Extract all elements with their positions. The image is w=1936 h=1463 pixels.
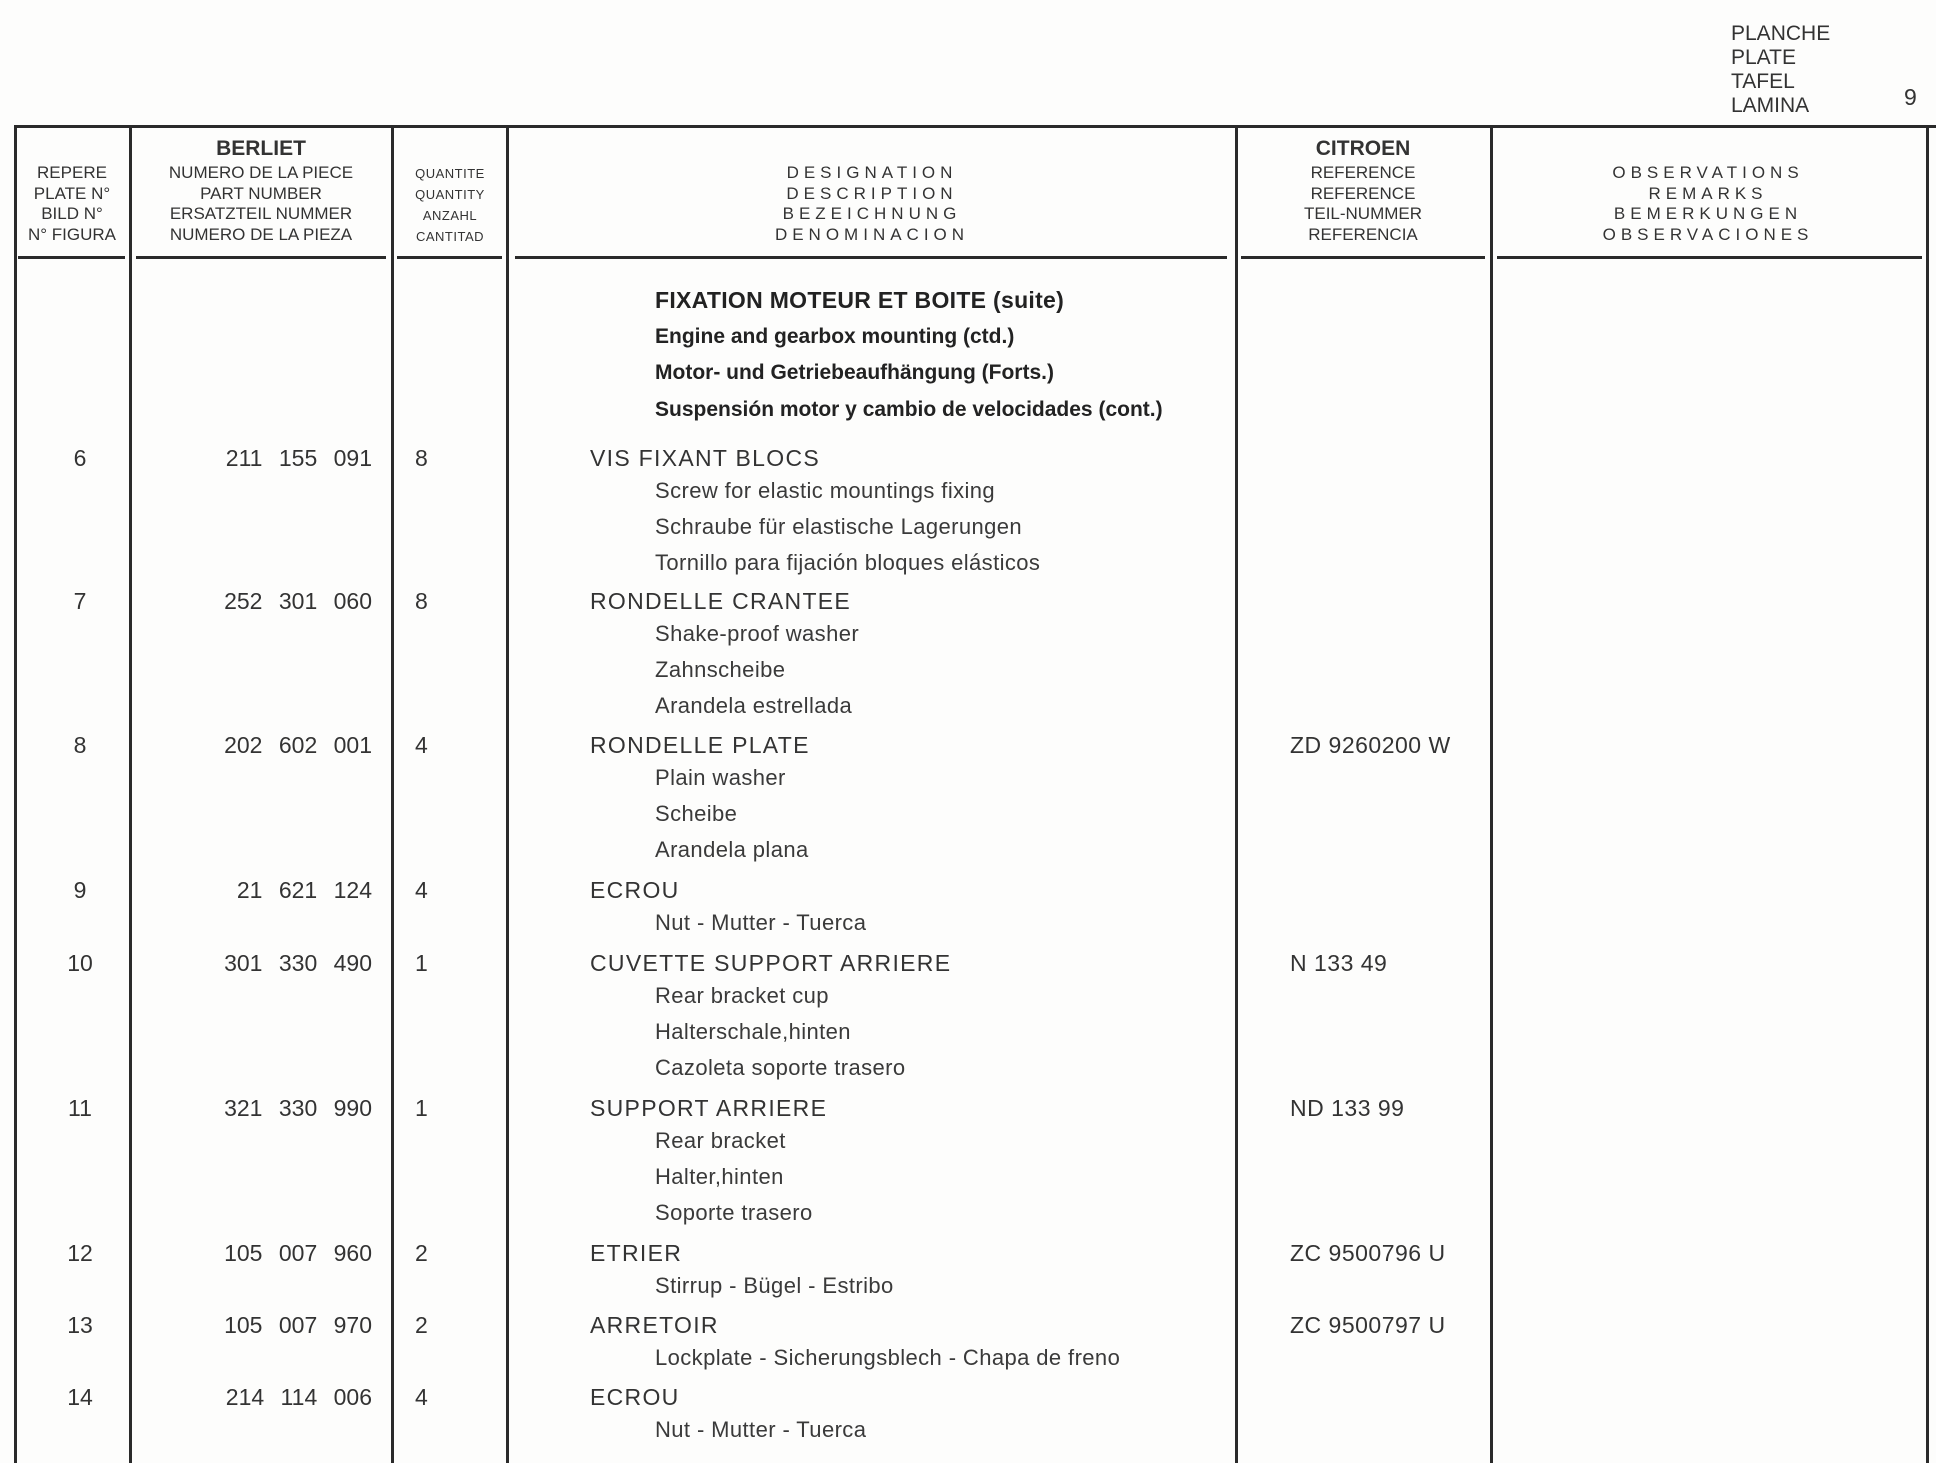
header-citroen-fr: REFERENCE <box>1310 163 1416 182</box>
designation-cell: VIS FIXANT BLOCS <box>590 445 820 471</box>
header-designation-fr: DESIGNATION <box>786 163 958 182</box>
part-number-cell: 321 330 990 <box>224 1095 372 1121</box>
header-berliet-fr: NUMERO DE LA PIECE <box>168 163 354 182</box>
header-berliet-de: ERSATZTEIL NUMMER <box>169 204 353 223</box>
header-underline <box>515 256 1227 259</box>
repere-cell: 6 <box>73 445 87 471</box>
table-row <box>0 877 1936 907</box>
section-title <box>655 282 1163 428</box>
header-berliet-es: NUMERO DE LA PIEZA <box>169 224 353 244</box>
repere-cell: 12 <box>67 1240 93 1266</box>
translation-line: Halter,hinten <box>655 1164 784 1190</box>
part-number-cell: 211 155 091 <box>225 445 372 471</box>
designation-cell: ECROU <box>590 877 680 903</box>
citroen-reference-cell: ZD 9260200 W <box>1290 732 1451 758</box>
header-repere-en: PLATE N° <box>33 183 111 203</box>
repere-cell: 7 <box>73 588 87 614</box>
table-row <box>0 588 1936 618</box>
plate-number: 9 <box>1904 84 1917 110</box>
header-citroen <box>1238 138 1488 245</box>
translation-line: Shake-proof washer <box>655 621 860 646</box>
header-designation-de: BEZEICHNUNG <box>782 204 962 223</box>
repere-cell: 14 <box>67 1384 93 1410</box>
table-row <box>0 1312 1936 1342</box>
plate-label-fr: PLANCHE <box>1731 22 1831 45</box>
translation-line: Nut - Mutter - Tuerca <box>655 910 867 935</box>
citroen-reference-cell: ZC 9500797 U <box>1290 1312 1446 1338</box>
translation-line: Schraube für elastische Lagerungen <box>655 514 1023 540</box>
translation-line: Rear bracket <box>655 1128 786 1153</box>
translation-line: Halterschale,hinten <box>655 1019 851 1045</box>
quantity-cell: 1 <box>415 950 428 976</box>
part-number-cell: 214 114 006 <box>225 1384 372 1410</box>
repere-cell: 10 <box>67 950 93 976</box>
header-observations-de: BEMERKUNGEN <box>1613 204 1803 223</box>
repere-cell: 8 <box>73 732 87 758</box>
berliet-brand: BERLIET <box>216 137 306 160</box>
section-title-de: Motor- und Getriebeaufhängung (Forts.) <box>655 361 1054 384</box>
header-citroen-en: REFERENCE <box>1310 183 1416 203</box>
translation-line: Plain washer <box>655 765 786 790</box>
table-row <box>0 1240 1936 1270</box>
plate-label-en: PLATE <box>1731 46 1796 69</box>
section-title-es: Suspensión motor y cambio de velocidades (cont.) <box>655 397 1163 421</box>
quantity-cell: 4 <box>415 1384 428 1410</box>
header-repere <box>18 163 126 245</box>
repere-cell: 9 <box>73 877 87 903</box>
header-quantite-en: QUANTITY <box>415 187 485 202</box>
translation-line: Arandela estrellada <box>655 693 853 719</box>
table-row <box>0 1095 1936 1125</box>
header-observations-es: OBSERVACIONES <box>1602 224 1814 244</box>
header-observations-en: REMARKS <box>1648 183 1768 203</box>
header-quantite-fr: QUANTITE <box>415 166 485 181</box>
quantity-cell: 8 <box>415 445 428 471</box>
repere-cell: 11 <box>68 1095 92 1121</box>
header-berliet <box>133 138 389 245</box>
translation-line: Scheibe <box>655 801 738 827</box>
table-top-border <box>14 125 1936 128</box>
citroen-brand: CITROEN <box>1315 137 1411 160</box>
part-number-cell: 105 007 960 <box>224 1240 372 1266</box>
translation-line: Tornillo para fijación bloques elásticos <box>655 550 1041 576</box>
header-berliet-en: PART NUMBER <box>200 183 322 203</box>
header-citroen-es: REFERENCIA <box>1308 224 1418 244</box>
header-designation <box>512 163 1232 245</box>
header-observations-fr: OBSERVATIONS <box>1612 163 1804 182</box>
citroen-reference-cell: N 133 49 <box>1290 950 1388 976</box>
header-citroen-de: TEIL-NUMMER <box>1303 204 1423 223</box>
plate-labels <box>1731 22 1830 118</box>
header-repere-fr: REPERE <box>37 163 107 182</box>
designation-cell: ETRIER <box>590 1240 683 1266</box>
quantity-cell: 1 <box>415 1095 428 1121</box>
table-row <box>0 950 1936 980</box>
header-quantite-es: CANTITAD <box>415 229 485 244</box>
header-quantite <box>395 163 505 247</box>
header-underline <box>397 256 502 259</box>
designation-cell: ECROU <box>590 1384 680 1410</box>
translation-line: Soporte trasero <box>655 1200 813 1226</box>
header-underline <box>1241 256 1485 259</box>
section-title-en: Engine and gearbox mounting (ctd.) <box>655 324 1015 348</box>
header-underline <box>1497 256 1922 259</box>
header-repere-es: N° FIGURA <box>27 224 117 244</box>
repere-cell: 13 <box>67 1312 93 1338</box>
header-repere-de: BILD N° <box>41 204 103 223</box>
designation-cell: RONDELLE CRANTEE <box>590 588 852 614</box>
header-underline <box>18 256 125 259</box>
quantity-cell: 4 <box>415 877 428 903</box>
quantity-cell: 2 <box>415 1312 428 1338</box>
table-row <box>0 1384 1936 1414</box>
translation-line: Rear bracket cup <box>655 983 829 1008</box>
part-number-cell: 301 330 490 <box>224 950 372 976</box>
quantity-cell: 8 <box>415 588 428 614</box>
translation-line: Stirrup - Bügel - Estribo <box>655 1273 894 1298</box>
translation-line: Zahnscheibe <box>655 657 786 683</box>
part-number-cell: 105 007 970 <box>224 1312 372 1338</box>
table-row <box>0 445 1936 475</box>
table-row <box>0 732 1936 762</box>
header-observations <box>1493 163 1923 245</box>
plate-label-de: TAFEL <box>1731 70 1795 93</box>
designation-cell: ARRETOIR <box>590 1312 719 1338</box>
quantity-cell: 4 <box>415 732 428 758</box>
translation-line: Lockplate - Sicherungsblech - Chapa de freno <box>655 1345 1121 1370</box>
part-number-cell: 21 621 124 <box>236 877 372 903</box>
quantity-cell: 2 <box>415 1240 428 1266</box>
translation-line: Screw for elastic mountings fixing <box>655 478 996 503</box>
designation-cell: RONDELLE PLATE <box>590 732 810 758</box>
designation-cell: SUPPORT ARRIERE <box>590 1095 828 1121</box>
translation-line: Cazoleta soporte trasero <box>655 1055 906 1081</box>
header-designation-en: DESCRIPTION <box>786 183 958 203</box>
header-quantite-de: ANZAHL <box>422 208 478 223</box>
translation-line: Arandela plana <box>655 837 809 863</box>
header-underline <box>136 256 386 259</box>
citroen-reference-cell: ZC 9500796 U <box>1290 1240 1446 1266</box>
designation-cell: CUVETTE SUPPORT ARRIERE <box>590 950 952 976</box>
plate-label-es: LAMINA <box>1731 94 1810 117</box>
section-title-fr: FIXATION MOTEUR ET BOITE (suite) <box>655 287 1065 313</box>
part-number-cell: 202 602 001 <box>224 732 372 758</box>
header-designation-es: DENOMINACION <box>774 224 970 244</box>
translation-line: Nut - Mutter - Tuerca <box>655 1417 867 1442</box>
citroen-reference-cell: ND 133 99 <box>1290 1095 1405 1121</box>
part-number-cell: 252 301 060 <box>224 588 372 614</box>
